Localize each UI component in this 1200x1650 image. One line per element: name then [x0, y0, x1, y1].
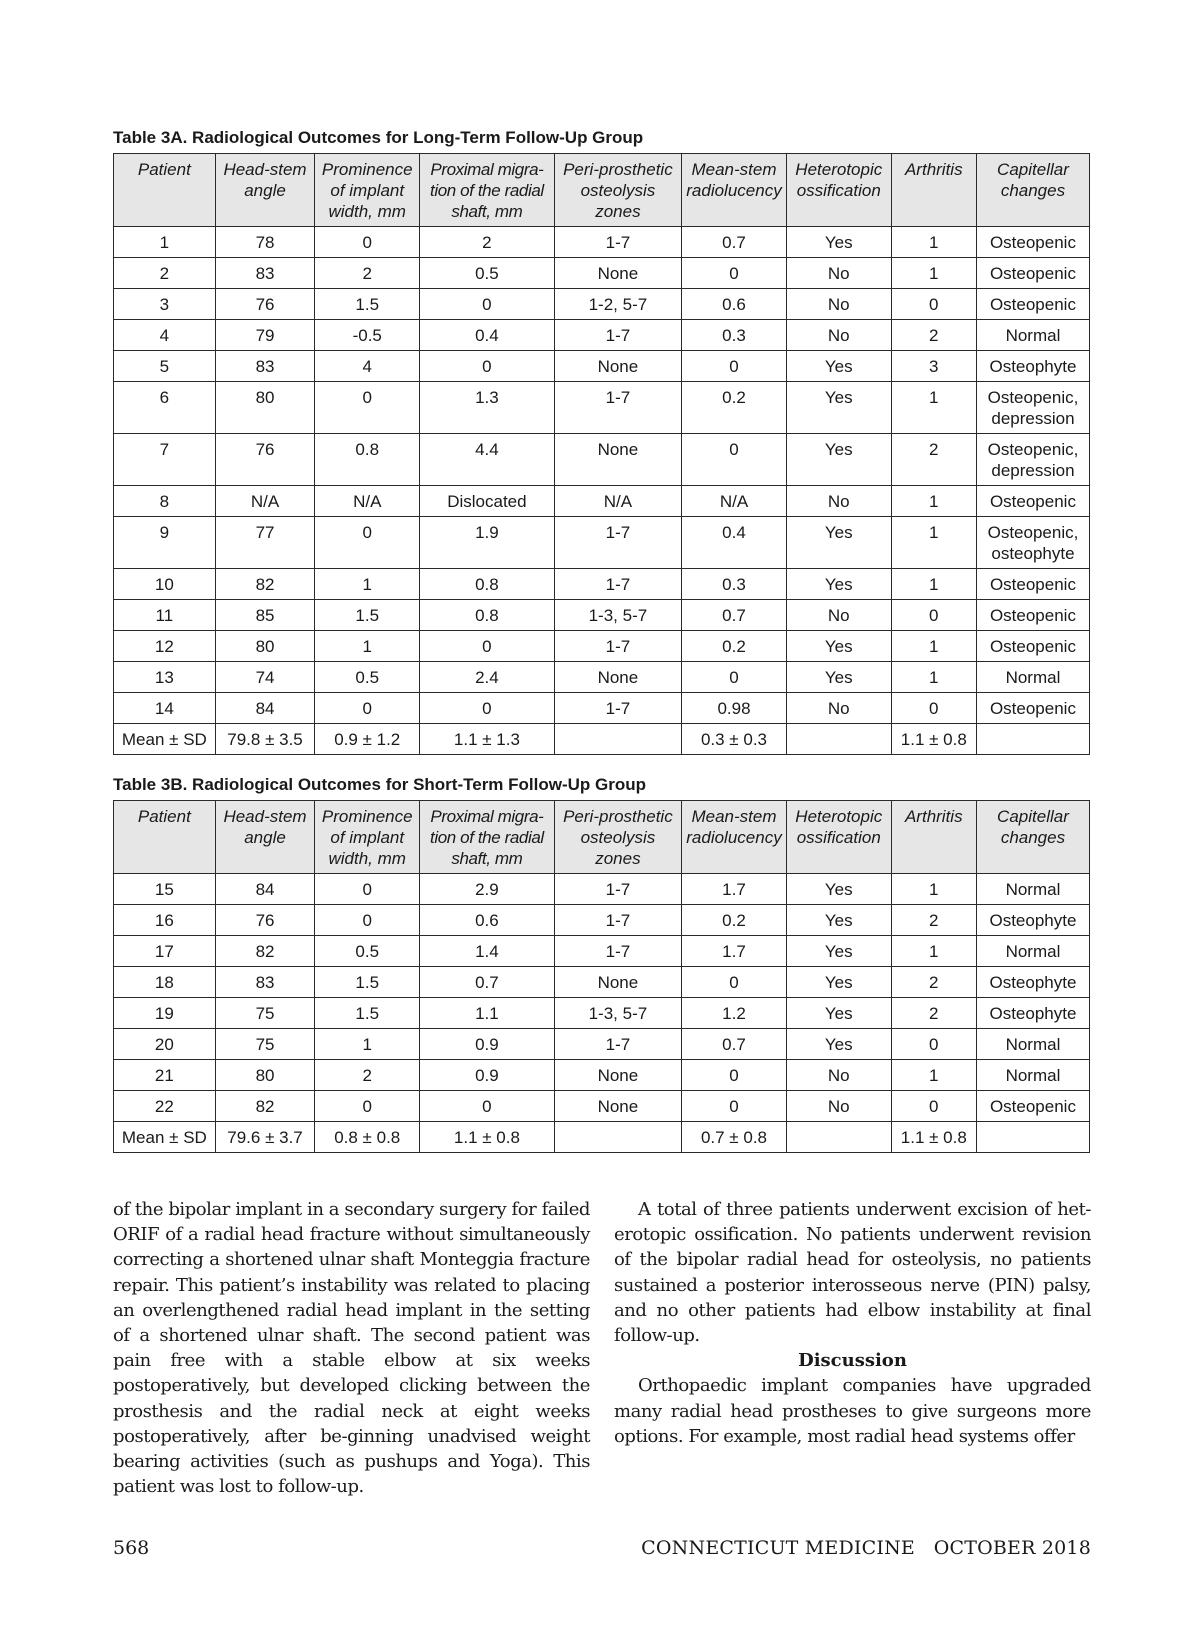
table-cell: 0.3	[682, 320, 787, 351]
table-cell: Normal	[976, 662, 1089, 693]
table-cell: 0.8	[420, 600, 555, 631]
table-cell: Osteopenic, depression	[976, 382, 1089, 434]
table-cell: Osteopenic, depression	[976, 434, 1089, 486]
table-cell: No	[786, 693, 891, 724]
table-cell: Yes	[786, 569, 891, 600]
table-row	[114, 693, 1090, 724]
table-cell: 8	[114, 486, 216, 517]
table-cell: 1.1 ± 1.3	[420, 724, 555, 755]
table-cell: Osteopenic	[976, 631, 1089, 662]
table-cell: Osteopenic	[976, 693, 1089, 724]
table-cell: 80	[215, 1060, 315, 1091]
table-cell: 78	[215, 227, 315, 258]
table-cell: 0	[682, 967, 787, 998]
table-row	[114, 967, 1090, 998]
table-cell: 0.6	[682, 289, 787, 320]
table-cell	[786, 724, 891, 755]
table-cell: Osteopenic	[976, 289, 1089, 320]
body-paragraph: of the bipolar implant in a secondary surgery for failed ORIF of a radial head fracture without simultaneously correcting a shortened ulnar shaft Monteggia fracture repair. This patient’s instability was related to placing an overlengthened radial head implant in the setting of a shortened ulnar shaft. The second patient was pain free with a stable elbow at six weeks postoperatively, but developed clicking between the prosthesis and the radial neck at eight weeks postoperatively, after be-ginning unadvised weight bearing activities (such as pushups and Yoga). This patient was lost to follow-up.	[113, 1199, 590, 1498]
table-cell: 18	[114, 967, 216, 998]
table-row	[114, 662, 1090, 693]
table-cell: 0.8	[420, 569, 555, 600]
table-cell: 14	[114, 693, 216, 724]
table-cell: 79.8 ± 3.5	[215, 724, 315, 755]
table-cell: 0.8 ± 0.8	[315, 1122, 420, 1153]
table-cell: Dislocated	[420, 486, 555, 517]
table-cell: 2	[891, 434, 976, 486]
column-header: Head-stem angle	[215, 801, 315, 874]
table-cell: 83	[215, 351, 315, 382]
table-cell: 1.1 ± 0.8	[891, 724, 976, 755]
table-cell: 0	[315, 693, 420, 724]
section-heading: Discussion	[798, 1350, 907, 1372]
table-cell: 1-3, 5-7	[554, 600, 681, 631]
column-header: Capitellar changes	[976, 154, 1089, 227]
table-cell: 16	[114, 905, 216, 936]
table-cell: Osteophyte	[976, 351, 1089, 382]
table-cell: 79	[215, 320, 315, 351]
table-cell: 0	[891, 693, 976, 724]
table-cell: 2	[420, 227, 555, 258]
table-cell: None	[554, 967, 681, 998]
table-cell: 2	[315, 1060, 420, 1091]
table-cell: None	[554, 662, 681, 693]
table-cell: No	[786, 289, 891, 320]
right-text-column	[614, 1197, 1091, 1449]
table-cell: N/A	[554, 486, 681, 517]
table-cell: 1	[114, 227, 216, 258]
table-row	[114, 1091, 1090, 1122]
table-cell	[976, 724, 1089, 755]
table-cell: 5	[114, 351, 216, 382]
table-cell: 10	[114, 569, 216, 600]
table-cell: Normal	[976, 936, 1089, 967]
table-cell: Yes	[786, 874, 891, 905]
left-text-column	[113, 1197, 590, 1499]
table-cell: 76	[215, 289, 315, 320]
table-cell: 2	[114, 258, 216, 289]
table-row	[114, 517, 1090, 569]
column-header: Heterotopic ossification	[786, 801, 891, 874]
table-cell: Yes	[786, 662, 891, 693]
table-cell: 0	[891, 600, 976, 631]
table-cell: 0.7 ± 0.8	[682, 1122, 787, 1153]
column-header: Patient	[114, 154, 216, 227]
table-cell: N/A	[682, 486, 787, 517]
table-cell: No	[786, 258, 891, 289]
column-header: Arthritis	[891, 801, 976, 874]
table-cell: 0.9	[420, 1060, 555, 1091]
table-row	[114, 1060, 1090, 1091]
table-cell: Yes	[786, 998, 891, 1029]
table-cell: Osteopenic	[976, 569, 1089, 600]
table-cell: -0.5	[315, 320, 420, 351]
table-cell: 0.98	[682, 693, 787, 724]
table-cell: 84	[215, 874, 315, 905]
table-header-row	[114, 154, 1090, 227]
table-cell: Yes	[786, 631, 891, 662]
table-row	[114, 874, 1090, 905]
table-cell: Yes	[786, 351, 891, 382]
table-row	[114, 631, 1090, 662]
table-cell: 0.2	[682, 382, 787, 434]
table-cell: 76	[215, 905, 315, 936]
table-cell: 11	[114, 600, 216, 631]
table-cell: 84	[215, 693, 315, 724]
table-cell: Mean ± SD	[114, 724, 216, 755]
page-number: 568	[113, 1537, 150, 1559]
table-cell: 3	[114, 289, 216, 320]
table-cell: 13	[114, 662, 216, 693]
table-cell: 0	[891, 1029, 976, 1060]
table-cell: 1	[315, 569, 420, 600]
table-cell: 82	[215, 1091, 315, 1122]
table-cell: 0	[682, 662, 787, 693]
table-row	[114, 936, 1090, 967]
table-cell: 0.4	[420, 320, 555, 351]
table-cell: 0	[682, 1060, 787, 1091]
table-cell: 2	[891, 905, 976, 936]
summary-row	[114, 1122, 1090, 1153]
table-cell: 1.4	[420, 936, 555, 967]
table-cell: 0	[682, 351, 787, 382]
table-body	[114, 227, 1090, 755]
table-cell: 0.9	[420, 1029, 555, 1060]
table-cell	[786, 1122, 891, 1153]
table-cell: 1.7	[682, 936, 787, 967]
table-cell: Yes	[786, 227, 891, 258]
table-cell: Osteophyte	[976, 905, 1089, 936]
table-row	[114, 320, 1090, 351]
column-header: Mean-stem radiolucency	[682, 801, 787, 874]
table-cell: None	[554, 434, 681, 486]
table-row	[114, 382, 1090, 434]
table-row	[114, 351, 1090, 382]
table-cell: 19	[114, 998, 216, 1029]
column-header: Peri-prosthetic osteolysis zones	[554, 154, 681, 227]
running-footer	[641, 1537, 1091, 1559]
table-cell: N/A	[315, 486, 420, 517]
table-cell: 80	[215, 631, 315, 662]
table-cell: 0.7	[682, 227, 787, 258]
table-cell: 1.5	[315, 600, 420, 631]
table-cell: 1	[891, 258, 976, 289]
table-cell: Osteophyte	[976, 998, 1089, 1029]
table-cell: 1-7	[554, 517, 681, 569]
column-header: Proximal migra-tion of the radial shaft, mm	[420, 801, 555, 874]
table-cell: 1-7	[554, 874, 681, 905]
table-cell: 1	[891, 382, 976, 434]
table-cell: 1-7	[554, 382, 681, 434]
table-cell: 17	[114, 936, 216, 967]
table-cell: No	[786, 600, 891, 631]
table-cell: Normal	[976, 874, 1089, 905]
table-cell: None	[554, 351, 681, 382]
table-cell: 1	[891, 1060, 976, 1091]
table-cell: 0	[315, 874, 420, 905]
table-3b-caption: Table 3B. Radiological Outcomes for Short-Term Follow-Up Group	[113, 775, 647, 794]
body-paragraph: Orthopaedic implant companies have upgraded many radial head prostheses to give surgeons more options. For example, most radial head systems offer	[614, 1375, 1091, 1447]
table-header-row	[114, 801, 1090, 874]
table-cell: Yes	[786, 382, 891, 434]
table-cell: 0	[420, 631, 555, 662]
table-cell: Osteopenic	[976, 258, 1089, 289]
table-cell: 79.6 ± 3.7	[215, 1122, 315, 1153]
table-row	[114, 289, 1090, 320]
body-paragraph: A total of three patients underwent excision of het-erotopic ossification. No patients underwent revision of the bipolar radial head for osteolysis, no patients sustained a posterior interosseous nerve (PIN) palsy, and no other patients had elbow instability at final follow-up.	[614, 1199, 1091, 1347]
table-cell: 0.3 ± 0.3	[682, 724, 787, 755]
table-cell: Normal	[976, 1029, 1089, 1060]
table-cell: 15	[114, 874, 216, 905]
table-cell: 1	[891, 631, 976, 662]
table-cell: No	[786, 1091, 891, 1122]
table-cell: 1-7	[554, 905, 681, 936]
table-cell	[976, 1122, 1089, 1153]
column-header: Capitellar changes	[976, 801, 1089, 874]
table-cell: 1-7	[554, 1029, 681, 1060]
journal-name: CONNECTICUT MEDICINE	[641, 1537, 915, 1559]
table-3a	[113, 153, 1090, 755]
table-cell: None	[554, 1060, 681, 1091]
table-cell: None	[554, 1091, 681, 1122]
table-cell: 0.5	[315, 936, 420, 967]
table-cell: 82	[215, 936, 315, 967]
table-cell: 1-7	[554, 693, 681, 724]
table-cell: No	[786, 320, 891, 351]
table-cell: 1.2	[682, 998, 787, 1029]
table-cell: N/A	[215, 486, 315, 517]
table-cell: 82	[215, 569, 315, 600]
table-cell: 1.5	[315, 967, 420, 998]
table-cell: Yes	[786, 905, 891, 936]
table-body	[114, 874, 1090, 1153]
table-cell: 1	[891, 662, 976, 693]
table-cell: Yes	[786, 967, 891, 998]
table-cell: 1.5	[315, 998, 420, 1029]
table-cell: Osteophyte	[976, 967, 1089, 998]
table-cell: 6	[114, 382, 216, 434]
column-header: Peri-prosthetic osteolysis zones	[554, 801, 681, 874]
table-cell: 2	[891, 320, 976, 351]
table-row	[114, 998, 1090, 1029]
table-cell: 1-7	[554, 631, 681, 662]
table-cell: 0.6	[420, 905, 555, 936]
table-cell: Yes	[786, 1029, 891, 1060]
table-cell: Yes	[786, 936, 891, 967]
table-row	[114, 486, 1090, 517]
table-cell: 0.7	[420, 967, 555, 998]
table-cell: 7	[114, 434, 216, 486]
table-cell: 83	[215, 967, 315, 998]
table-cell: No	[786, 486, 891, 517]
table-cell: 1	[891, 517, 976, 569]
table-cell: 4	[315, 351, 420, 382]
table-row	[114, 258, 1090, 289]
table-cell: 1.9	[420, 517, 555, 569]
table-cell: 21	[114, 1060, 216, 1091]
table-cell: 1	[315, 1029, 420, 1060]
table-cell	[554, 724, 681, 755]
table-cell: 0.9 ± 1.2	[315, 724, 420, 755]
table-cell: 0.2	[682, 905, 787, 936]
table-cell: 83	[215, 258, 315, 289]
table-cell: 1.1 ± 0.8	[891, 1122, 976, 1153]
table-cell: 0.5	[315, 662, 420, 693]
table-cell: 1-2, 5-7	[554, 289, 681, 320]
table-cell: 0.7	[682, 600, 787, 631]
column-header: Mean-stem radiolucency	[682, 154, 787, 227]
table-cell: 0	[682, 434, 787, 486]
table-cell: 1-7	[554, 227, 681, 258]
table-row	[114, 434, 1090, 486]
table-row	[114, 227, 1090, 258]
table-cell: 0.8	[315, 434, 420, 486]
table-cell: None	[554, 258, 681, 289]
table-cell: 0	[682, 258, 787, 289]
table-cell: 1	[891, 486, 976, 517]
table-3b	[113, 800, 1090, 1153]
column-header: Prominence of implant width, mm	[315, 154, 420, 227]
table-cell: 1	[891, 227, 976, 258]
table-cell: 1-3, 5-7	[554, 998, 681, 1029]
table-row	[114, 1029, 1090, 1060]
table-cell: 1-7	[554, 936, 681, 967]
table-cell: 0	[420, 289, 555, 320]
table-cell: Osteopenic	[976, 1091, 1089, 1122]
summary-row	[114, 724, 1090, 755]
table-3a-caption: Table 3A. Radiological Outcomes for Long-Term Follow-Up Group	[113, 128, 644, 147]
table-cell: 0	[682, 1091, 787, 1122]
column-header: Arthritis	[891, 154, 976, 227]
table-cell: 4.4	[420, 434, 555, 486]
table-cell: 22	[114, 1091, 216, 1122]
column-header: Head-stem angle	[215, 154, 315, 227]
column-header: Heterotopic ossification	[786, 154, 891, 227]
table-cell: 12	[114, 631, 216, 662]
table-cell: 0.5	[420, 258, 555, 289]
table-cell: 75	[215, 1029, 315, 1060]
table-cell: 1.1	[420, 998, 555, 1029]
table-cell: Normal	[976, 320, 1089, 351]
issue-date: OCTOBER 2018	[933, 1537, 1091, 1559]
table-cell: 1-7	[554, 320, 681, 351]
table-cell: 0	[891, 289, 976, 320]
table-cell: 0	[420, 1091, 555, 1122]
table-cell: 1.5	[315, 289, 420, 320]
table-cell: No	[786, 1060, 891, 1091]
table-cell: 0.3	[682, 569, 787, 600]
table-cell: 80	[215, 382, 315, 434]
table-cell: 2.9	[420, 874, 555, 905]
table-cell	[554, 1122, 681, 1153]
table-row	[114, 600, 1090, 631]
table-cell: 0.4	[682, 517, 787, 569]
table-cell: 2.4	[420, 662, 555, 693]
table-row	[114, 569, 1090, 600]
table-cell: Osteopenic, osteophyte	[976, 517, 1089, 569]
table-cell: 20	[114, 1029, 216, 1060]
table-cell: Yes	[786, 517, 891, 569]
table-cell: 1	[891, 569, 976, 600]
table-cell: 0	[315, 517, 420, 569]
table-cell: 0	[315, 905, 420, 936]
table-cell: 9	[114, 517, 216, 569]
table-cell: 1.1 ± 0.8	[420, 1122, 555, 1153]
table-cell: 0	[420, 351, 555, 382]
table-cell: 0	[891, 1091, 976, 1122]
table-row	[114, 905, 1090, 936]
table-cell: 1.3	[420, 382, 555, 434]
table-cell: Osteopenic	[976, 600, 1089, 631]
table-cell: Osteopenic	[976, 227, 1089, 258]
table-cell: 2	[891, 967, 976, 998]
table-cell: 0.7	[682, 1029, 787, 1060]
table-cell: 4	[114, 320, 216, 351]
column-header: Proximal migra-tion of the radial shaft, mm	[420, 154, 555, 227]
table-cell: 76	[215, 434, 315, 486]
table-cell: 0	[315, 227, 420, 258]
table-cell: 1-7	[554, 569, 681, 600]
table-cell: 2	[315, 258, 420, 289]
table-cell: Mean ± SD	[114, 1122, 216, 1153]
table-cell: 1	[891, 936, 976, 967]
table-cell: 2	[891, 998, 976, 1029]
table-cell: 3	[891, 351, 976, 382]
table-cell: Osteopenic	[976, 486, 1089, 517]
table-cell: Yes	[786, 434, 891, 486]
table-cell: 0	[315, 382, 420, 434]
table-cell: 74	[215, 662, 315, 693]
table-cell: Normal	[976, 1060, 1089, 1091]
table-cell: 0	[420, 693, 555, 724]
table-cell: 1	[891, 874, 976, 905]
table-cell: 0.2	[682, 631, 787, 662]
table-cell: 0	[315, 1091, 420, 1122]
column-header: Patient	[114, 801, 216, 874]
table-cell: 1	[315, 631, 420, 662]
column-header: Prominence of implant width, mm	[315, 801, 420, 874]
table-cell: 75	[215, 998, 315, 1029]
table-cell: 85	[215, 600, 315, 631]
table-cell: 77	[215, 517, 315, 569]
table-cell: 1.7	[682, 874, 787, 905]
